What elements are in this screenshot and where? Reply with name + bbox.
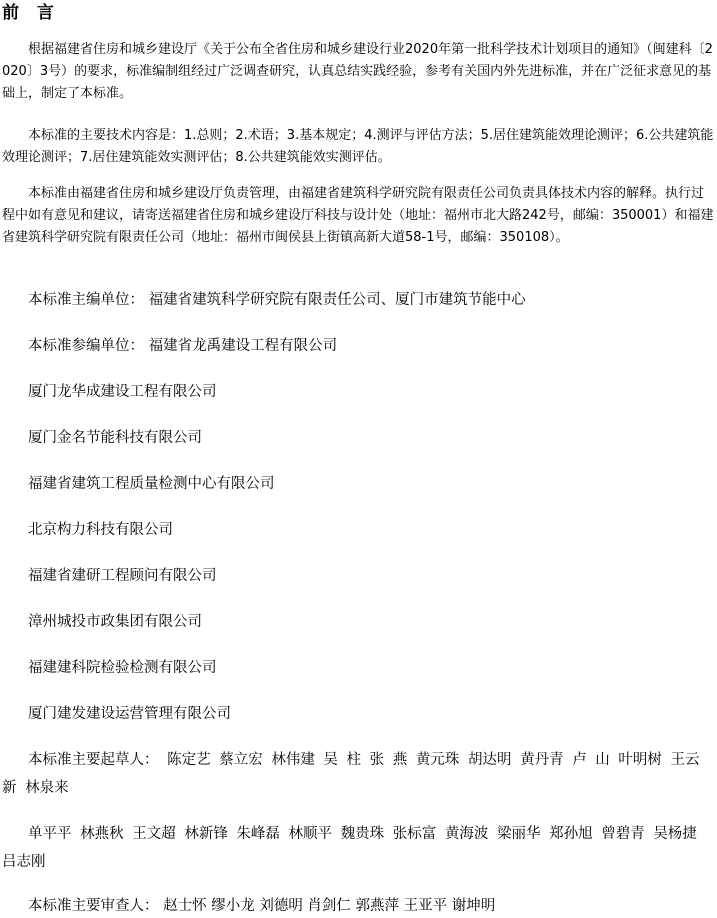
participating-unit: 福建建科院检验检测有限公司: [28, 660, 217, 676]
paragraph-basis: 根据福建省住房和城乡建设厅《关于公布全省住房和城乡建设行业2020年第一批科学技术计划项目的通知》（闽建科〔2020〕3号）的要求，标准编制组经过广泛调查研究，认真总结实践经验，参考有关国内外先进标准，并在广泛征求意见的基础上，制定了本标准。: [2, 42, 713, 101]
paragraph-content: 本标准的主要技术内容是：1.总则；2.术语；3.基本规定；4.测评与评估方法；5.居住建筑能效理论测评；6.公共建筑能效理论测评；7.居住建筑能效实测评估；8.公共建筑能效实测评估。: [2, 128, 714, 165]
main-drafters-continued: 单平平 林燕秋 王文超 林新锋 朱峰磊 林顺平 魏贵珠 张标富 黄海波 梁丽华 郑孙旭 曾碧青 吴杨捷 吕志刚: [2, 826, 697, 870]
participating-unit: 福建省建筑工程质量检测中心有限公司: [28, 476, 275, 492]
participating-unit: 福建省建研工程顾问有限公司: [28, 568, 217, 584]
chief-editors: 本标准主编单位： 福建省建筑科学研究院有限责任公司、厦门市建筑节能中心: [28, 292, 526, 308]
main-reviewers: 本标准主要审查人： 赵士怀 缪小龙 刘德明 肖剑仁 郭燕萍 王亚平 谢坤明: [28, 898, 496, 914]
participating-unit: 厦门金名节能科技有限公司: [28, 430, 202, 446]
main-drafters: 本标准主要起草人： 陈定艺 蔡立宏 林伟建 吴 柱 张 燕 黄元珠 胡达明 黄丹青 卢 山 叶明树 王云新 林泉来: [2, 752, 700, 796]
participating-unit: 厦门龙华成建设工程有限公司: [28, 384, 217, 400]
participating-unit: 漳州城投市政集团有限公司: [28, 614, 202, 630]
paragraph-management: 本标准由福建省住房和城乡建设厅负责管理，由福建省建筑科学研究院有限责任公司负责具体技术内容的解释。执行过程中如有意见和建议，请寄送福建省住房和城乡建设厅科技与设计处（地址：福州市北大路242号，邮编：350001）和福建省建筑科学研究院有限责任公司（地址：福州市闽侯县上街镇高新大道58-1号，邮编：350108）。: [2, 186, 714, 245]
participating-unit: 北京构力科技有限公司: [28, 522, 173, 538]
participating-unit: 本标准参编单位： 福建省龙禹建设工程有限公司: [28, 338, 338, 354]
participating-unit: 厦门建发建设运营管理有限公司: [28, 706, 231, 722]
page-title: 前 言: [2, 3, 60, 23]
